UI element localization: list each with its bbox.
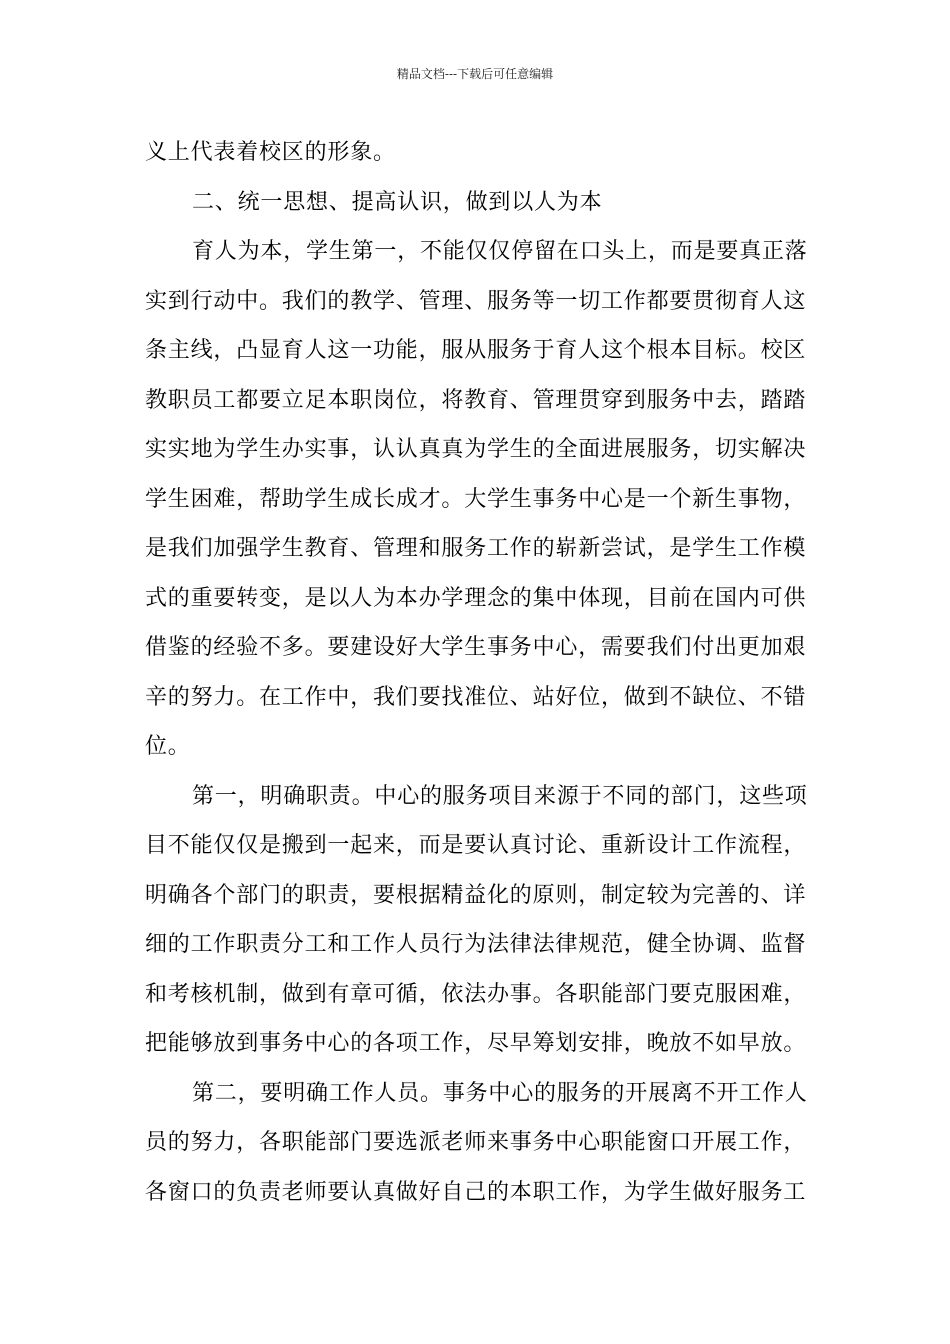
text-line: 实实地为学生办实事，认认真真为学生的全面进展服务，切实解决 (145, 437, 807, 462)
text-line: 实到行动中。我们的教学、管理、服务等一切工作都要贯彻育人这 (145, 288, 807, 314)
document-body (145, 128, 807, 1217)
text-line: 明确各个部门的职责，要根据精益化的原则，制定较为完善的、详 (145, 882, 807, 908)
text-line: 把能够放到事务中心的各项工作，尽早筹划安排，晚放不如早放。 (145, 1031, 807, 1056)
text-line: 各窗口的负责老师要认真做好自己的本职工作，为学生做好服务工 (145, 1179, 807, 1205)
text-line: 学生困难，帮助学生成长成才。大学生事务中心是一个新生事物， (145, 486, 807, 512)
text-line: 员的努力，各职能部门要选派老师来事务中心职能窗口开展工作， (145, 1130, 807, 1155)
paragraph-start-line: 第一，明确职责。中心的服务项目来源于不同的部门，这些项 (192, 783, 808, 809)
text-line: 教职员工都要立足本职岗位，将教育、管理贯穿到服务中去，踏踏 (145, 387, 807, 413)
text-line: 辛的努力。在工作中，我们要找准位、站好位，做到不缺位、不错 (145, 684, 807, 710)
paragraph-start-line: 第二，要明确工作人员。事务中心的服务的开展离不开工作人 (192, 1080, 808, 1106)
section-heading: 二、统一思想、提高认识，做到以人为本 (192, 189, 603, 215)
text-line: 借鉴的经验不多。要建设好大学生事务中心，需要我们付出更加艰 (145, 635, 807, 660)
text-line: 式的重要转变，是以人为本办学理念的集中体现，目前在国内可供 (145, 585, 807, 611)
text-line: 是我们加强学生教育、管理和服务工作的崭新尝试，是学生工作模 (145, 536, 807, 561)
text-line: 细的工作职责分工和工作人员行为法律法律规范，健全协调、监督 (145, 932, 807, 957)
paragraph-start-line: 育人为本，学生第一，不能仅仅停留在口头上，而是要真正落 (192, 239, 808, 264)
text-line: 条主线，凸显育人这一功能，服从服务于育人这个根本目标。校区 (145, 338, 807, 363)
page-header: 精品文档---下载后可任意编辑 (396, 67, 554, 81)
text-line: 目不能仅仅是搬到一起来，而是要认真讨论、重新设计工作流程， (145, 833, 807, 858)
text-line: 位。 (145, 734, 191, 759)
text-line: 义上代表着校区的形象。 (145, 140, 396, 165)
text-line: 和考核机制，做到有章可循，依法办事。各职能部门要克服困难， (145, 981, 807, 1007)
